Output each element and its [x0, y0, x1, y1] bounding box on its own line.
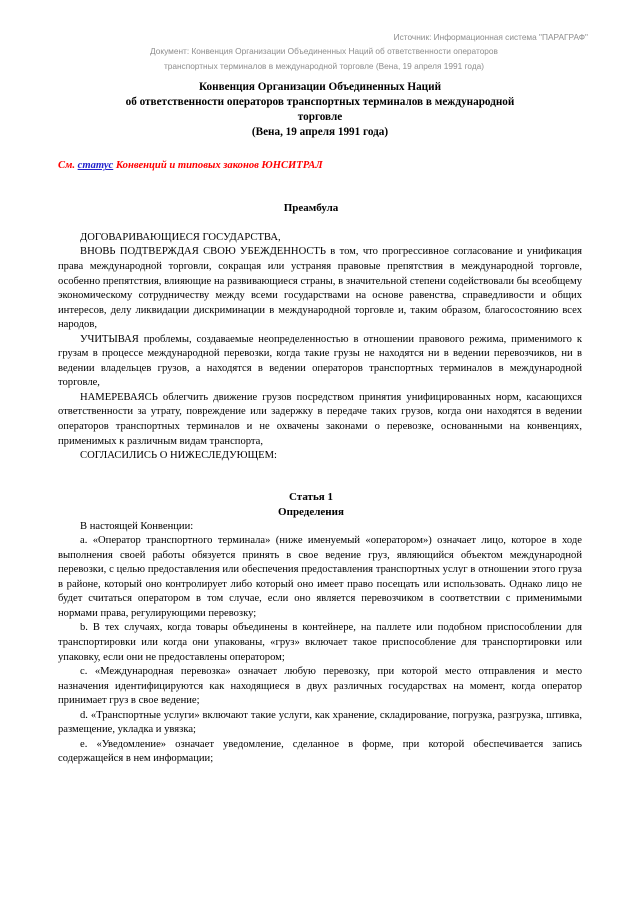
- page-title: [0, 80, 640, 139]
- title-line-4: (Вена, 19 апреля 1991 года): [251, 125, 389, 138]
- title-line-1: Конвенция Организации Объединенных Наций: [198, 81, 442, 94]
- preamble-heading: Преамбула: [283, 202, 339, 215]
- status-note: [0, 159, 640, 173]
- preamble-paragraph: УЧИТЫВАЯ проблемы, создаваемые неопределенностью в отношении правового режима, применимого к грузам в процессе международной перевозки, когда такие грузы не находятся ни в ведении перевозчиков, ни в ведении владельцев грузов, а находятся в ведении операторов транспортных терминалов в международной торговле,: [58, 333, 582, 389]
- definition-item: a. «Оператор транспортного терминала» (ниже именуемый «оператором») означает лицо, которое в ходе выполнения своей работы обязуется принять в свое ведение груз, являющийся объектом международной перевозки, с целью предоставления или обеспечения предоставления транспортных услуг в отношении этого груза в районе, который оно контролирует либо который оно имеет право посещать или использовать. Однако лицо не будет считаться оператором в том случае, если оно является перевозчиком в соответствии с применимыми нормами права, регулирующими перевозку;: [58, 535, 582, 619]
- status-note-suffix: Конвенций и типовых законов ЮНСИТРАЛ: [113, 160, 323, 172]
- status-note-prefix: См.: [58, 160, 78, 172]
- document-line-1: Документ: Конвенция Организации Объединенных Наций об ответственности операторов: [150, 46, 498, 57]
- definition-item: c. «Международная перевозка» означает любую перевозку, при которой место отправления и место назначения идентифицируются как находящиеся в двух различных государствах на момент, когда оператор принимает груз в свое ведение;: [58, 666, 582, 707]
- article-1-lead-in: В настоящей Конвенции:: [80, 520, 194, 532]
- definition-item: d. «Транспортные услуги» включают такие услуги, как хранение, складирование, погрузка, разгрузка, штивка, размещение, укладка и увязка;: [58, 709, 582, 736]
- article-1-heading: [0, 490, 640, 520]
- preamble-body: [0, 231, 640, 464]
- definition-item: e. «Уведомление» означает уведомление, сделанное в форме, при которой обеспечивается запись содержащейся в нем информации;: [58, 738, 582, 765]
- preamble-paragraph: ВНОВЬ ПОДТВЕРЖДАЯ СВОЮ УБЕЖДЕННОСТЬ в том, что прогрессивное согласование и унификация права международной торговли, сокращая или устраняя правовые препятствия в международной торговле, особенно препятствия, влияющие на развивающиеся страны, в значительной степени содействовали бы всеобщему экономическому сотрудничеству между всеми государствами на основе равенства, справедливости и общих интересов, делу ликвидации дискриминации в международной торговле и, таким образом, благосостоянию всех народов,: [58, 246, 582, 331]
- article-1-body: [0, 520, 640, 767]
- preamble-paragraph: ДОГОВАРИВАЮЩИЕСЯ ГОСУДАРСТВА,: [80, 231, 281, 243]
- document-source-header: [0, 0, 640, 73]
- document-line-2: транспортных терминалов в международной торговле (Вена, 19 апреля 1991 года): [163, 60, 485, 71]
- status-link[interactable]: статус: [77, 160, 114, 172]
- title-line-3: торговле: [297, 110, 343, 123]
- definition-item: b. В тех случаях, когда товары объединены в контейнере, на паллете или подобном приспособлении для транспортировки или когда они упакованы, «груз» включает такое приспособление для транспортировки или упаковку, если они не предоставлены оператором;: [58, 622, 582, 663]
- article-1-title: Определения: [278, 505, 344, 518]
- source-line: Источник: Информационная система "ПАРАГРАФ": [393, 32, 588, 42]
- preamble-paragraph: СОГЛАСИЛИСЬ О НИЖЕСЛЕДУЮЩЕМ:: [80, 450, 277, 462]
- preamble-paragraph: НАМЕРЕВАЯСЬ облегчить движение грузов посредством принятия унифицированных норм, касающихся ответственности за утрату, повреждение или задержку в передаче таких грузов, когда они находятся в ведении операторов транспортных терминалов и не охвачены законами о перевозке, основанными на конвенциях, применимых к различным видам транспорта,: [58, 391, 582, 447]
- title-line-2: об ответственности операторов транспортных терминалов в международной: [125, 96, 515, 109]
- article-1-number: Статья 1: [289, 490, 333, 503]
